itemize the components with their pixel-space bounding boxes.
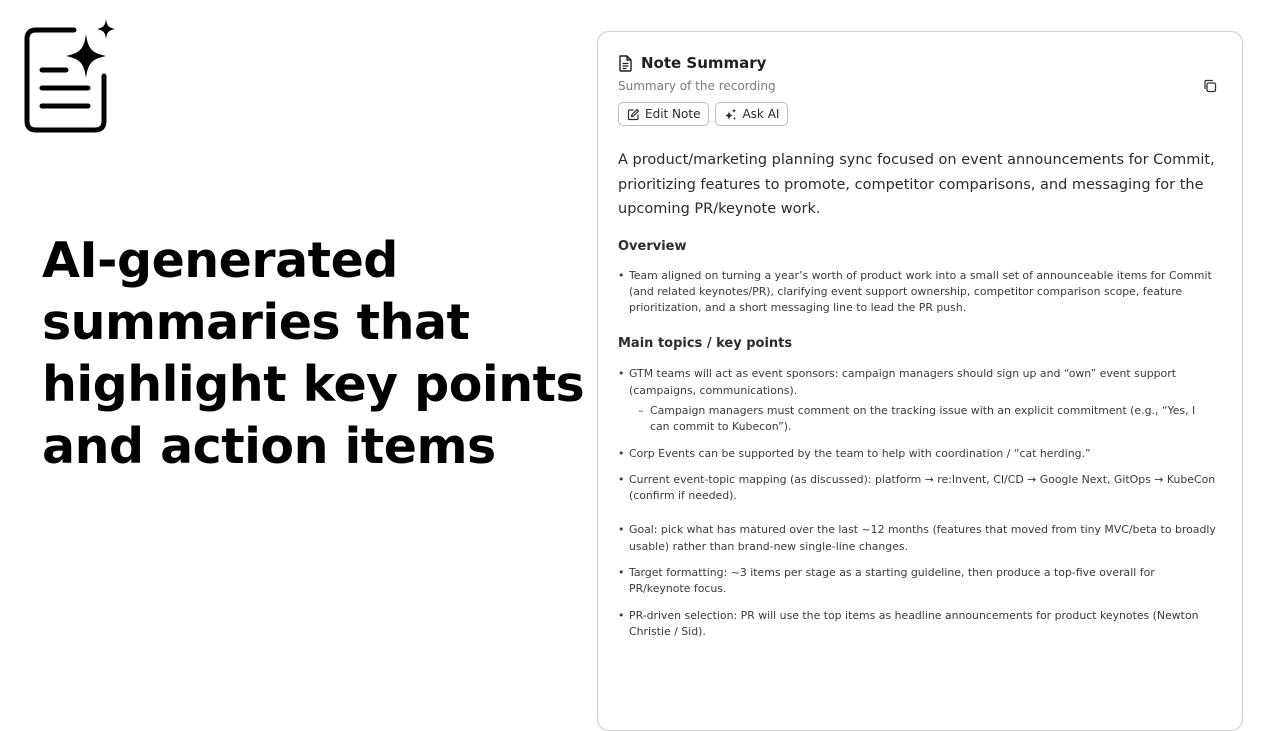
list-item-text: GTM teams will act as event sponsors: campaign managers should sign up and “own” event support (campaigns, communications). <box>629 367 1176 397</box>
main-topics-list <box>618 366 1218 640</box>
list-item: • Corp Events can be supported by the team to help with coordination / “cat herding.” <box>618 446 1218 462</box>
action-buttons <box>618 102 788 126</box>
overview-heading: Overview <box>618 238 687 254</box>
sub-list <box>629 403 1218 436</box>
card-title: Note Summary <box>641 54 767 72</box>
summary-content <box>618 148 1218 640</box>
overview-list <box>618 268 1218 317</box>
list-item: • Team aligned on turning a year’s worth of product work into a small set of announceable items for Commit (and related keynotes/PR), clarifying event support ownership, competitor comparison scope, feature prioritization, and a short messaging line to lead the PR push. <box>618 268 1218 317</box>
ask-ai-label: Ask AI <box>742 107 780 121</box>
sub-list-item: – Campaign managers must comment on the tracking issue with an explicit commitment (e.g., “Yes, I can commit to Kubecon”). <box>629 403 1218 436</box>
list-item: • Goal: pick what has matured over the last ~12 months (features that moved from tiny MVC/beta to broadly usable) rather than brand-new single-line changes. <box>618 522 1218 555</box>
edit-note-button[interactable] <box>618 102 709 126</box>
card-header <box>618 54 776 93</box>
ask-ai-button[interactable] <box>715 102 788 126</box>
ai-notes-sparkle-icon <box>22 16 118 134</box>
list-item: • Current event-topic mapping (as discussed): platform → re:Invent, CI/CD → Google Next, GitOps → KubeCon (confirm if needed). <box>618 472 1218 505</box>
copy-icon[interactable] <box>1202 78 1218 94</box>
note-summary-card <box>597 31 1243 731</box>
main-topics-heading: Main topics / key points <box>618 336 793 352</box>
hero-headline: AI-generated summaries that highlight key points and action items <box>42 232 585 475</box>
list-item: • PR-driven selection: PR will use the top items as headline announcements for product keynotes (Newton Christie / Sid). <box>618 608 1218 641</box>
edit-icon <box>627 108 640 121</box>
card-subtitle: Summary of the recording <box>618 79 776 93</box>
list-item <box>618 366 1218 435</box>
edit-note-label: Edit Note <box>645 107 701 121</box>
sparkle-icon <box>724 108 737 121</box>
list-item: • Target formatting: ~3 items per stage as a starting guideline, then produce a top-five overall for PR/keynote focus. <box>618 565 1218 598</box>
summary-lead: A product/marketing planning sync focused on event announcements for Commit, prioritizing features to promote, competitor comparisons, and messaging for the upcoming PR/keynote work. <box>618 152 1215 217</box>
title-row <box>618 54 776 72</box>
document-icon <box>618 55 633 72</box>
